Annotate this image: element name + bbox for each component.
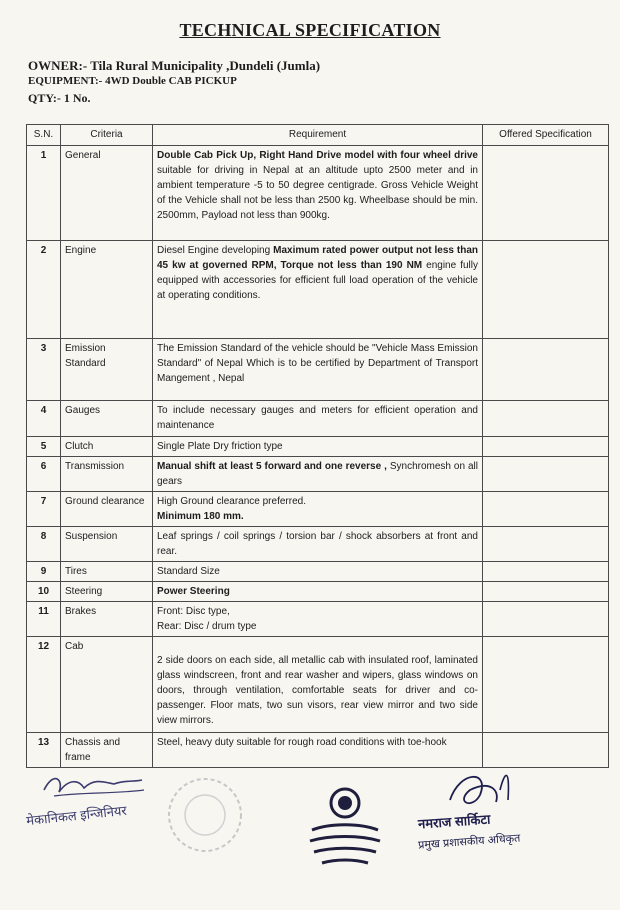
- req-bold: Power Steering: [157, 586, 230, 597]
- row-offered-cell[interactable]: [483, 582, 609, 602]
- row-sn: 9: [27, 562, 61, 582]
- row-criteria: Chassis and frame: [61, 733, 153, 768]
- row-sn: 6: [27, 457, 61, 492]
- row-requirement: To include necessary gauges and meters for efficient operation and maintenance: [153, 401, 483, 437]
- req-text: suitable for driving in Nepal at an altitude upto 2500 meter and in ambient temperature -5 to 50 degree centigrade. Gross Vehicle Weight of the Vehicle shall not be less than 2500 kg. Wheelbase should be min. 2500mm, Payload not less than 900kg.: [157, 165, 478, 221]
- req-pre: Diesel Engine developing: [157, 245, 274, 256]
- faint-stamp-icon: [160, 770, 250, 860]
- req-bold: Double Cab Pick Up, Right Hand Drive model with four wheel drive: [157, 150, 478, 161]
- row-criteria: Emission Standard: [61, 339, 153, 401]
- row-sn: 3: [27, 339, 61, 401]
- row-criteria: Engine: [61, 241, 153, 339]
- req-bold: Maximum rated power output not less than 45 kw at governed RPM, Torque not less than 190 NM: [157, 245, 479, 271]
- row-offered-cell[interactable]: [483, 457, 609, 492]
- row-offered-cell[interactable]: [483, 562, 609, 582]
- row-requirement: [153, 602, 483, 637]
- req-bold: Manual shift at least 5 forward and one reverse ,: [157, 461, 387, 472]
- row-offered-cell[interactable]: [483, 637, 609, 733]
- row-offered-cell[interactable]: [483, 241, 609, 339]
- row-criteria: Gauges: [61, 401, 153, 437]
- row-offered-cell[interactable]: [483, 527, 609, 562]
- table-row: [27, 339, 609, 401]
- row-criteria: Ground clearance: [61, 492, 153, 527]
- owner-line: OWNER:- Tila Rural Municipality ,Dundeli (Jumla): [28, 58, 321, 73]
- table-row: [27, 241, 609, 339]
- req-text: engine fully equipped with accessories for efficient full load operation of the vehicle at operating conditions.: [157, 260, 478, 301]
- req-text: Front: Disc type,: [157, 606, 230, 617]
- table-row: [27, 146, 609, 241]
- row-sn: 2: [27, 241, 61, 339]
- row-offered-cell[interactable]: [483, 339, 609, 401]
- row-offered-cell[interactable]: [483, 437, 609, 457]
- header-requirement: Requirement: [153, 125, 483, 146]
- row-sn: 5: [27, 437, 61, 457]
- row-criteria: Brakes: [61, 602, 153, 637]
- row-sn: 11: [27, 602, 61, 637]
- req-text-line2: Rear: Disc / drum type: [157, 621, 257, 632]
- table-header-row: [27, 125, 609, 146]
- row-criteria: Cab: [61, 637, 153, 733]
- row-sn: 4: [27, 401, 61, 437]
- row-requirement: Leaf springs / coil springs / torsion bar / shock absorbers at front and rear.: [153, 527, 483, 562]
- row-requirement: The Emission Standard of the vehicle should be "Vehicle Mass Emission Standard" of Nepal Which is to be certified by Department of Transport Mangement , Nepal: [153, 339, 483, 401]
- row-requirement: [153, 637, 483, 733]
- header-sn: S.N.: [27, 125, 61, 146]
- row-sn: 13: [27, 733, 61, 768]
- row-sn: 12: [27, 637, 61, 733]
- row-criteria: Clutch: [61, 437, 153, 457]
- row-criteria: Steering: [61, 582, 153, 602]
- header-offered: Offered Specification: [483, 125, 609, 146]
- row-requirement: [153, 457, 483, 492]
- row-requirement: Standard Size: [153, 562, 483, 582]
- row-sn: 10: [27, 582, 61, 602]
- row-requirement: [153, 492, 483, 527]
- row-offered-cell[interactable]: [483, 146, 609, 241]
- row-offered-cell[interactable]: [483, 401, 609, 437]
- row-offered-cell[interactable]: [483, 602, 609, 637]
- req-text: 2 side doors on each side, all metallic cab with insulated roof, laminated glass windscreen, front and rear washer and wipers, glass windows on doors, through ventilation, comfortable seats for driver and co- passenger. Floor mats, two sun visors, rear view mirror and two side view mirrors.: [157, 655, 478, 726]
- req-text: High Ground clearance preferred.: [157, 496, 306, 507]
- table-row: [27, 527, 609, 562]
- table-row: [27, 562, 609, 582]
- table-row: [27, 602, 609, 637]
- header-criteria: Criteria: [61, 125, 153, 146]
- table-row: [27, 457, 609, 492]
- left-signature-title: मेकानिकल इन्जिनियर: [25, 802, 128, 829]
- req-bold: Minimum 180 mm.: [157, 511, 244, 522]
- row-requirement: [153, 241, 483, 339]
- row-criteria: Suspension: [61, 527, 153, 562]
- municipality-seal-icon: [300, 775, 390, 875]
- table-row: [27, 492, 609, 527]
- specification-table: [26, 124, 609, 768]
- table-row: [27, 401, 609, 437]
- row-requirement: [153, 146, 483, 241]
- equipment-line: EQUIPMENT:- 4WD Double CAB PICKUP: [28, 75, 237, 87]
- row-sn: 8: [27, 527, 61, 562]
- req-text: Synchromesh on all gears: [157, 461, 479, 487]
- table-row: [27, 582, 609, 602]
- row-offered-cell[interactable]: [483, 492, 609, 527]
- row-sn: 1: [27, 146, 61, 241]
- document-title: TECHNICAL SPECIFICATION: [179, 20, 441, 40]
- table-row: [27, 437, 609, 457]
- row-requirement: Steel, heavy duty suitable for rough road conditions with toe-hook: [153, 733, 483, 768]
- row-criteria: Transmission: [61, 457, 153, 492]
- row-criteria: Tires: [61, 562, 153, 582]
- row-sn: 7: [27, 492, 61, 527]
- row-criteria: General: [61, 146, 153, 241]
- right-signature-name: नमराज सार्किटा: [417, 811, 491, 832]
- row-requirement: [153, 582, 483, 602]
- table-row: [27, 637, 609, 733]
- right-signature-title: प्रमुख प्रशासकीय अधिकृत: [417, 832, 521, 852]
- row-requirement: Single Plate Dry friction type: [153, 437, 483, 457]
- quantity-line: QTY:- 1 No.: [28, 91, 91, 105]
